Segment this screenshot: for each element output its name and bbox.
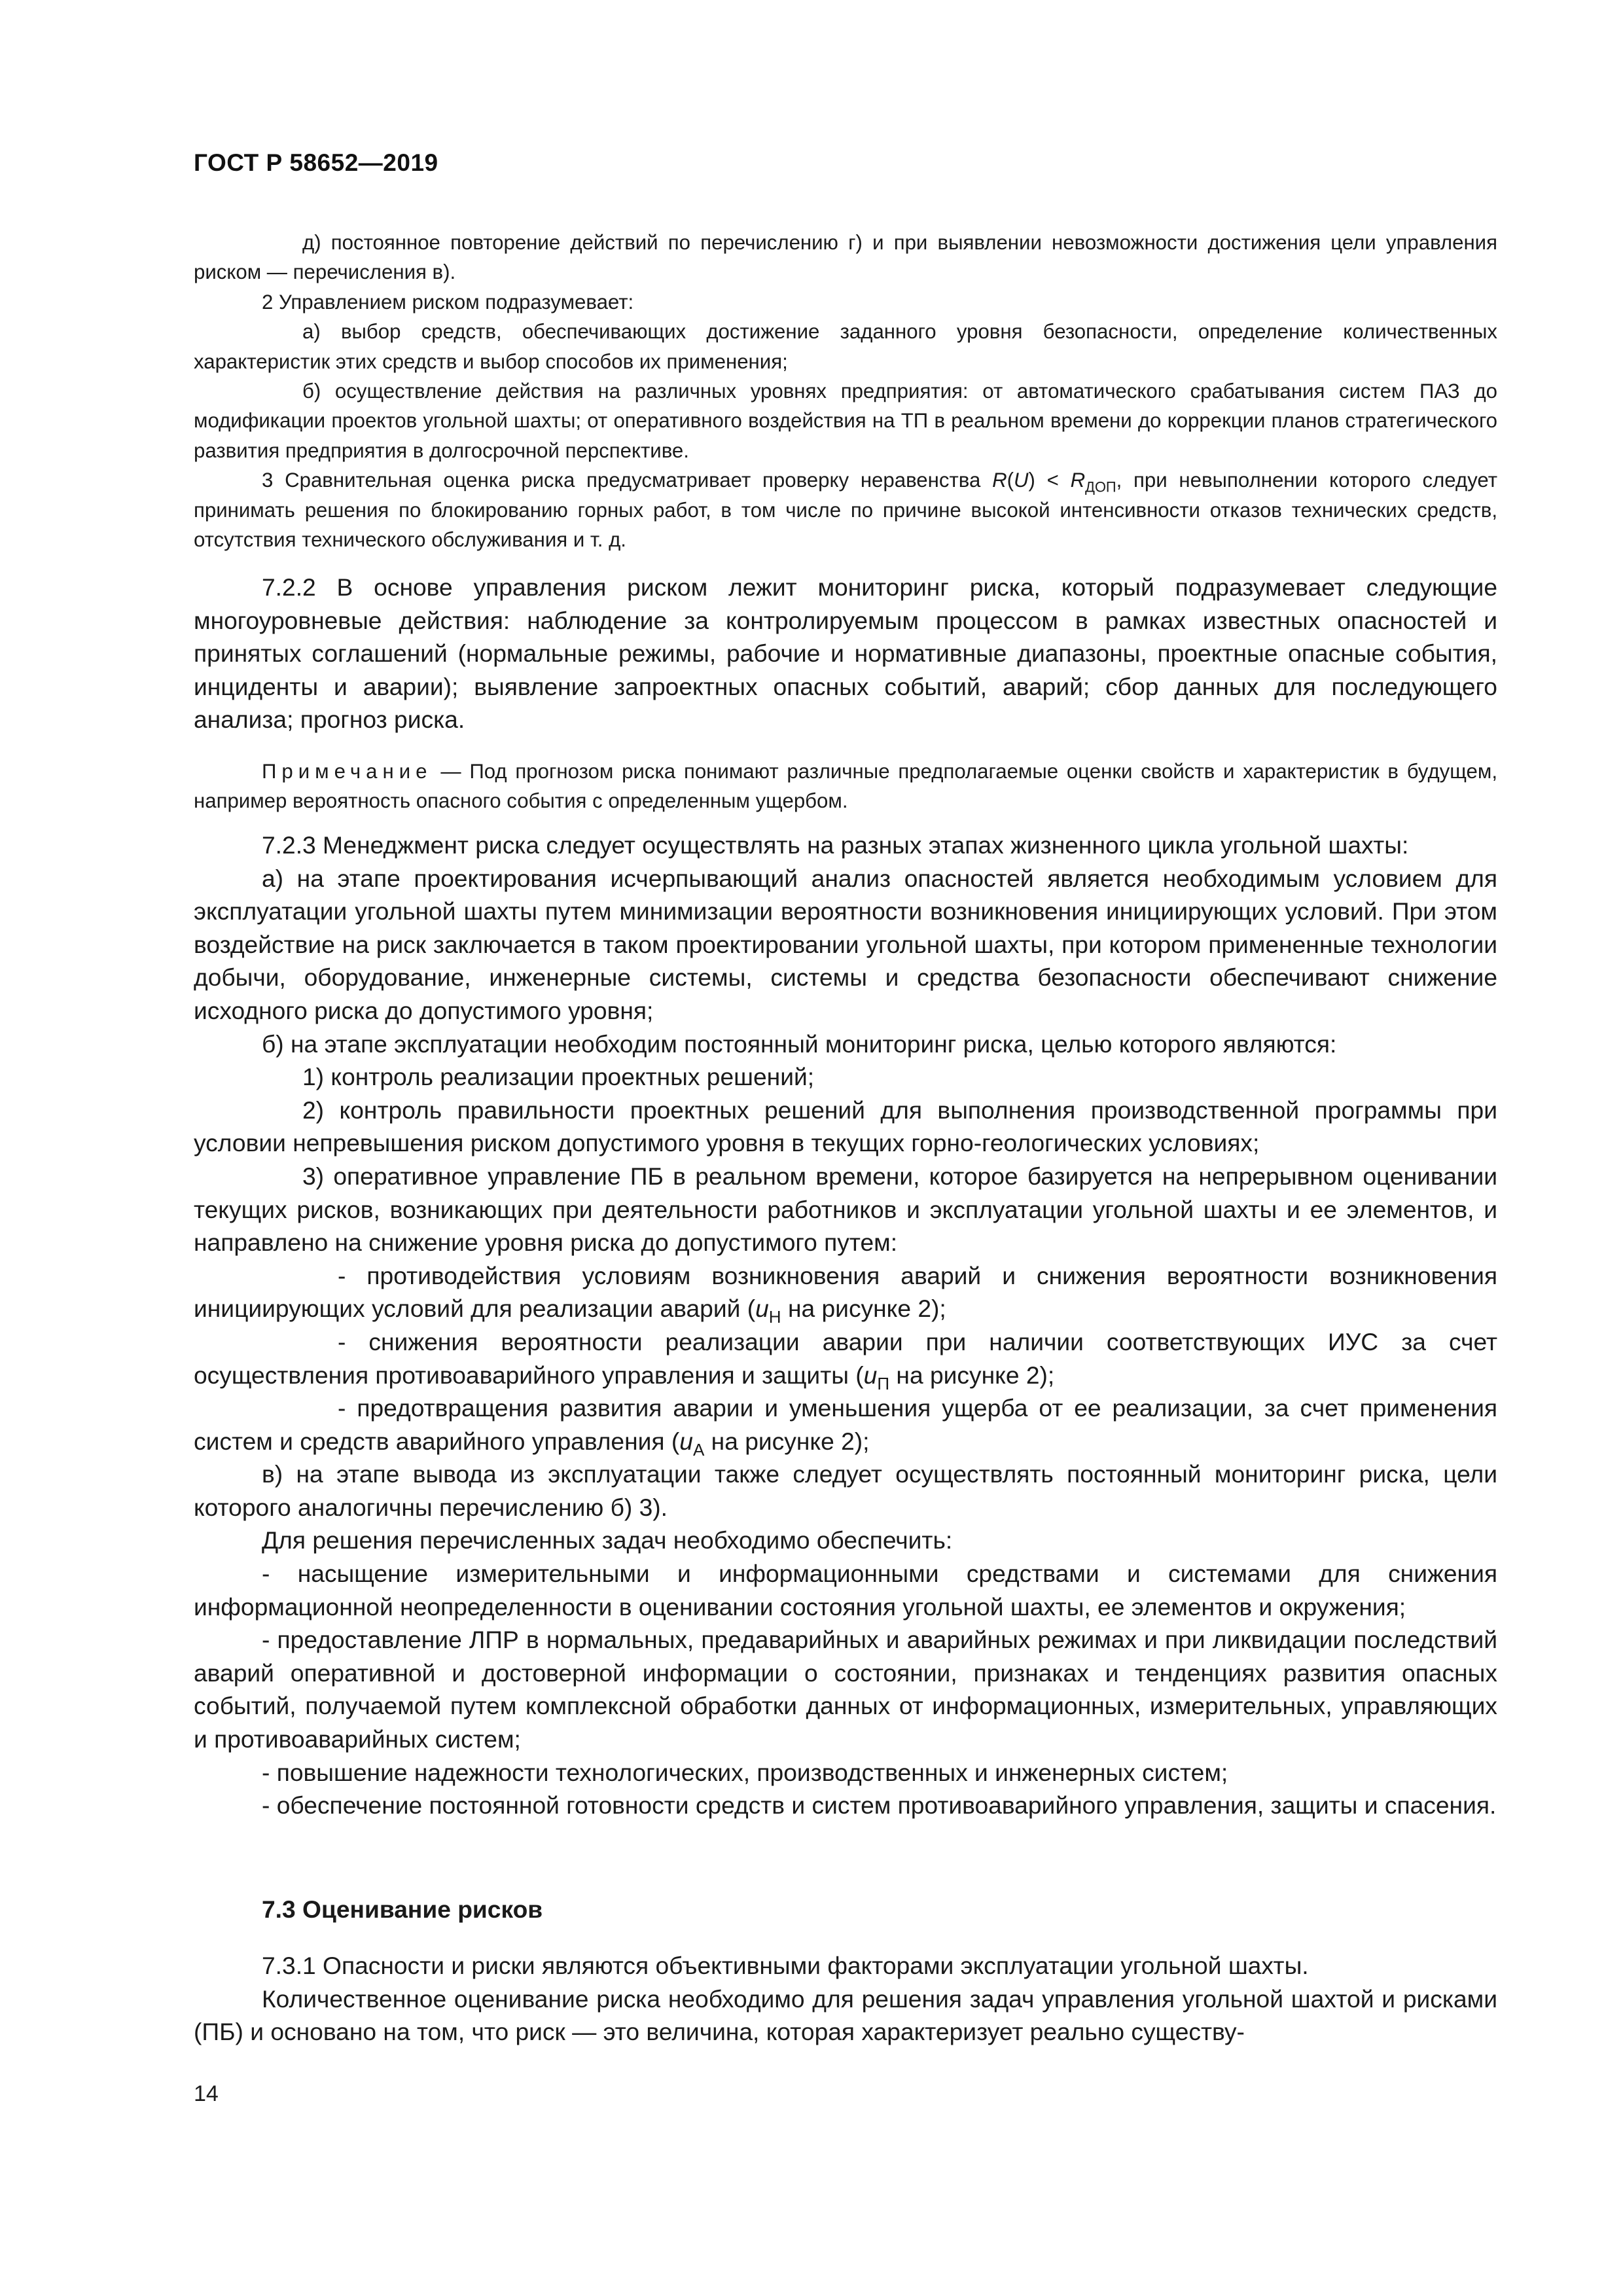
task-item-1: - насыщение измерительными и информационными средствами и системами для снижения информационной неопределенности в оценивании состояния угольной шахты, ее элементов и окружения; <box>194 1560 1497 1621</box>
dash-item-2-tail: на рисунке 2); <box>889 1361 1055 1389</box>
item-c-decommission-stage: в) на этапе вывода из эксплуатации также следует осуществлять постоянный мониторинг риска, цели которого аналогичны перечислению б) 3). <box>194 1460 1497 1521</box>
note-2-item-b: б) осуществление действия на различных уровнях предприятия: от автоматического срабатывания систем ПАЗ до модификации проектов угольной шахты; от оперативного воздействия на ТП в реальном времени до коррекции планов стратегического развития предприятия в долгосрочной перспективе. <box>194 380 1497 462</box>
var-u: u <box>679 1427 693 1455</box>
note-item-d: д) постоянное повторение действий по перечислению г) и при выявлении невозможности достижения цели управления риском — перечисления в). <box>194 231 1497 284</box>
notes-block <box>194 228 1497 554</box>
note-3-part2: , при невыполнении которого следует принимать решения по блокированию горных работ, в том числе по причине высокой интенсивности отказов технических средств, отсутствия технического обслуживания и т. д. <box>194 469 1497 552</box>
section-7-2-2 <box>194 571 1497 736</box>
var-subscript: Н <box>768 1307 781 1327</box>
note-3-part1: 3 Сравнительная оценка риска предусматривает проверку неравенства <box>262 469 993 492</box>
note-2-title: 2 Управлением риском подразумевает: <box>262 290 634 314</box>
dash-item-1-text: - противодействия условиям возникновения аварий и снижения вероятности возникновения инициирующих условий для реализации аварий ( <box>194 1261 1497 1323</box>
formula-u: U <box>1014 469 1029 492</box>
var-subscript: П <box>877 1373 890 1393</box>
section-7-2-2-text: 7.2.2 В основе управления риском лежит мониторинг риска, который подразумевает следующие многоуровневые действия: наблюдение за контролируемым процессом в рамках известных опасностей и принятых соглашений (нормальные режимы, рабочие и нормативные диапазоны, проектные опасные события, инциденты и аварии); выявление запроектных опасных событий, аварий; сбор данных для последующего анализа; прогноз риска. <box>194 573 1497 734</box>
formula-dop-subscript: ДОП <box>1085 478 1116 495</box>
section-7-3-1 <box>194 1949 1497 2049</box>
formula-r: R <box>992 469 1007 492</box>
var-subscript: А <box>692 1439 705 1460</box>
section-7-3-1-p2: Количественное оценивание риска необходимо для решения задач управления угольной шахтой и рисками (ПБ) и основано на том, что риск — это величина, которая характеризует реально существу- <box>194 1984 1497 2046</box>
note-paragraph <box>194 757 1497 816</box>
section-7-3-heading: 7.3 Оценивание рисков <box>262 1895 543 1923</box>
dash-item-3-tail: на рисунке 2); <box>704 1427 870 1455</box>
task-item-2: - предоставление ЛПР в нормальных, предаварийных и аварийных режимах и при ликвидации последствий аварий оперативной и достоверной информации о состоянии, признаках и тенденциях развития опасных событий, получаемой путем комплексной обработки данных от информационных, измерительных, управляющих и противоаварийных систем; <box>194 1626 1497 1753</box>
task-item-4: - обеспечение постоянной готовности средств и систем противоаварийного управления, защиты и спасения. <box>262 1791 1497 1820</box>
dash-item-1-tail: на рисунке 2); <box>781 1295 946 1323</box>
note-text: — Под прогнозом риска понимают различные предполагаемые оценки свойств и характеристик в будущем, например вероятность опасного события с определенным ущербом. <box>194 760 1497 813</box>
document-code-header: ГОСТ Р 58652—2019 <box>194 149 438 176</box>
section-7-3-1-p1: 7.3.1 Опасности и риски являются объективными факторами эксплуатации угольной шахты. <box>262 1952 1309 1979</box>
task-item-3: - повышение надежности технологических, производственных и инженерных систем; <box>262 1758 1228 1786</box>
item-b1: 1) контроль реализации проектных решений; <box>302 1063 815 1091</box>
note-2-item-a: а) выбор средств, обеспечивающих достижение заданного уровня безопасности, определение количественных характеристик этих средств и выбор способов их применения; <box>194 320 1497 373</box>
var-u: u <box>755 1295 769 1323</box>
section-7-2-2-note <box>194 757 1497 816</box>
item-b3: 3) оперативное управление ПБ в реальном времени, которое базируется на непрерывном оценивании текущих рисков, возникающих при деятельности работников и эксплуатации угольной шахты и ее элементов, и направлено на снижение уровня риска до допустимого путем: <box>194 1162 1497 1257</box>
dash-item-3-text: - предотвращения развития аварии и уменьшения ущерба от ее реализации, за счет применения систем и средств аварийного управления ( <box>194 1394 1497 1455</box>
section-7-2-3-intro: 7.2.3 Менеджмент риска следует осуществлять на разных этапах жизненного цикла угольной шахты: <box>262 831 1409 859</box>
dash-item-2-text: - снижения вероятности реализации аварии при наличии соответствующих ИУС за счет осуществления противоаварийного управления и защиты ( <box>194 1327 1497 1389</box>
dash-item-3 <box>194 1391 1497 1458</box>
section-7-2-3 <box>194 829 1497 1822</box>
var-u: u <box>863 1361 878 1389</box>
item-a-design-stage: а) на этапе проектирования исчерпывающий анализ опасностей является необходимым условием для эксплуатации угольной шахты путем минимизации вероятности возникновения инициирующих условий. При этом воздействие на риск заключается в таком проектировании угольной шахты, при котором примененные технологии добычи, оборудование, инженерные системы, системы и средства безопасности обеспечивают снижение исходного риска до допустимого уровня; <box>194 864 1497 1024</box>
dash-item-2 <box>194 1325 1497 1391</box>
tasks-intro: Для решения перечисленных задач необходимо обеспечить: <box>262 1526 953 1554</box>
formula-r-dop: R <box>1070 469 1086 492</box>
note-label: Примечание <box>262 760 433 783</box>
note-3: 3 Сравнительная оценка риска предусматривает проверку неравенства $R(U) < R_{ДОП}$, при невыполнении которого следует принимать решения по блокированию горных работ, в том числе по причине высокой интенсивности отказов технических средств, отсутствия технического обслуживания и т. д. <box>194 469 1497 552</box>
item-b2: 2) контроль правильности проектных решений для выполнения производственной программы при условии непревышения риском допустимого уровня в текущих горно-геологических условиях; <box>194 1096 1497 1157</box>
page-number: 14 <box>194 2081 219 2106</box>
item-b-operation-stage: б) на этапе эксплуатации необходим постоянный мониторинг риска, целью которого являются: <box>262 1030 1337 1058</box>
dash-item-1 <box>194 1259 1497 1325</box>
